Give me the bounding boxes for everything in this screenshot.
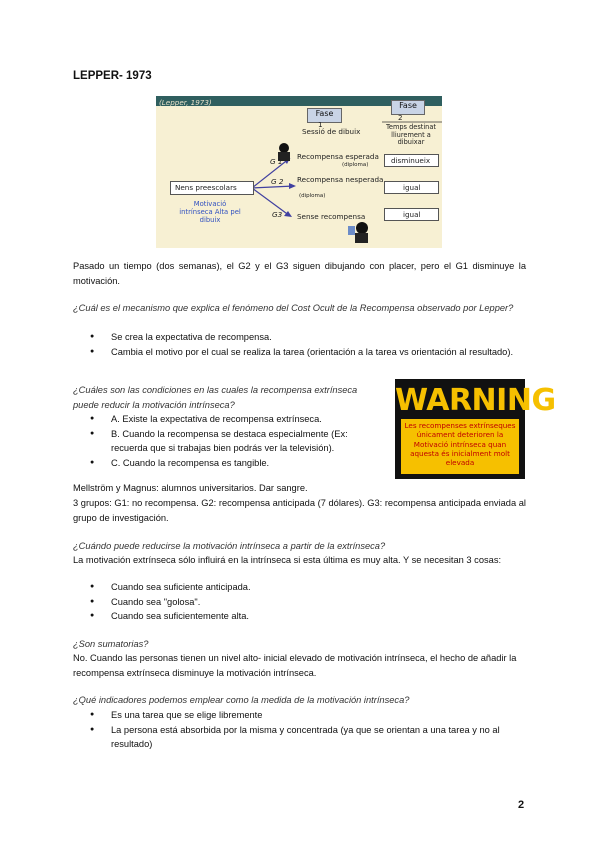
g1-label: G 1 [270, 157, 283, 166]
study-line1: Mellström y Magnus: alumnos universitarios. Dar sangre. [73, 483, 308, 493]
intro-paragraph: Pasado un tiempo (dos semanas), el G2 y el G3 siguen dibujando con placer, pero el G1 disminuye la motivación. [73, 261, 526, 286]
list-item: ● A. Existe la expectativa de recompensa extrínseca. [73, 412, 373, 427]
fase2-label: Fase [399, 101, 417, 110]
arrow-g2-head [289, 183, 296, 189]
igual2-label: igual [403, 210, 421, 219]
list-item: ● C. Cuando la recompensa es tangible. [73, 456, 373, 471]
q4-question: ¿Son sumatorias? [73, 639, 149, 649]
diploma2-label: (diploma) [299, 193, 326, 199]
diploma1-label: (diploma) [342, 162, 369, 168]
temps-label: Temps destinat lliurement a dibuixar [385, 123, 436, 146]
list-item: ● Cambia el motivo por el cual se realiza la tarea (orientación a la tarea vs orientación al resultado). [73, 345, 521, 360]
arrow-g3 [252, 188, 290, 216]
q3-list [73, 580, 521, 624]
list-item: ● B. Cuando la recompensa se destaca especialmente (Ex: recuerda que si trabajas bien podrás ver la televisión). [73, 427, 373, 456]
warning-title: WARNING [395, 383, 556, 418]
warning-sign [395, 379, 556, 479]
fase2-number: 2 [398, 113, 403, 122]
q3-question: ¿Cuándo puede reducirse la motivación intrínseca a partir de la extrínseca? [73, 541, 386, 551]
igual1-label: igual [403, 183, 421, 192]
q2-list [73, 412, 373, 470]
q5-question: ¿Qué indicadores podemos emplear como la medida de la motivación intrínseca? [73, 695, 410, 705]
page-number: 2 [518, 799, 525, 811]
motivacio-label: Motivació intrínseca Alta pel dibuix [179, 200, 241, 224]
igual2-box [384, 208, 439, 221]
list-item: ● Se crea la expectativa de recompensa. [73, 330, 521, 345]
lepper-diagram [156, 96, 442, 248]
list-item: ● Cuando sea suficiente anticipada. [73, 580, 521, 595]
q3-answer: La motivación extrínseca sólo influirá en la intrínseca si esta última es muy alta. Y se necesitan 3 cosas: [73, 555, 502, 565]
q5-list [73, 708, 521, 752]
arrow-g2 [252, 186, 294, 188]
q1-list [73, 330, 521, 359]
igual1-box [384, 181, 439, 194]
page-heading: LEPPER- 1973 [73, 70, 152, 82]
recompensa-nesperada-label: Recompensa nesperada [297, 175, 384, 184]
g3-label: G3 [272, 210, 283, 219]
disminueix-label: disminueix [391, 156, 431, 165]
recompensa-esperada-label: Recompensa esperada [297, 152, 379, 161]
sessio-label: Sessió de dibuix [302, 127, 361, 136]
diagram-caption: (Lepper, 1973) [159, 98, 212, 107]
warning-panel [401, 419, 519, 474]
disminueix-box [384, 154, 439, 167]
nens-box [170, 181, 254, 195]
nens-label: Nens preescolars [175, 183, 237, 192]
g2-label: G 2 [271, 177, 284, 186]
list-item: ● Es una tarea que se elige libremente [73, 708, 521, 723]
list-item: ● Cuando sea suficientemente alta. [73, 609, 521, 624]
fase1-box [307, 108, 342, 123]
list-item: ● Cuando sea "golosa". [73, 595, 521, 610]
child-figure-2 [348, 222, 368, 243]
sense-label: Sense recompensa [297, 212, 366, 221]
q1-question: ¿Cuál es el mecanismo que explica el fenómeno del Cost Ocult de la Recompensa observado por Lepper? [73, 303, 514, 313]
fase1-label: Fase [315, 109, 334, 118]
list-item: ● La persona está absorbida por la misma y concentrada (ya que se orientan a una tarea y no al resultado) [73, 723, 521, 752]
q4-answer: No. Cuando las personas tienen un nivel alto- inicial elevado de motivación intrínseca, el hecho de añadir la recompensa extrínseca disminuye la motivación intrínseca. [73, 653, 517, 678]
study-line2: 3 grupos: G1: no recompensa. G2: recompensa anticipada (7 dólares). G3: recompensa anticipada enviada al grupo de investigación. [73, 498, 526, 523]
warning-text: Les recompenses extrínseques únicament deterioren la Motivació intrínseca quan aquesta és inicialment molt elevada [404, 421, 516, 468]
fase2-box [391, 100, 425, 115]
fase1-number: 1 [318, 120, 323, 129]
q2-question: ¿Cuáles son las condiciones en las cuales la recompensa extrínseca puede reducir la motivación intrínseca? [73, 385, 358, 410]
